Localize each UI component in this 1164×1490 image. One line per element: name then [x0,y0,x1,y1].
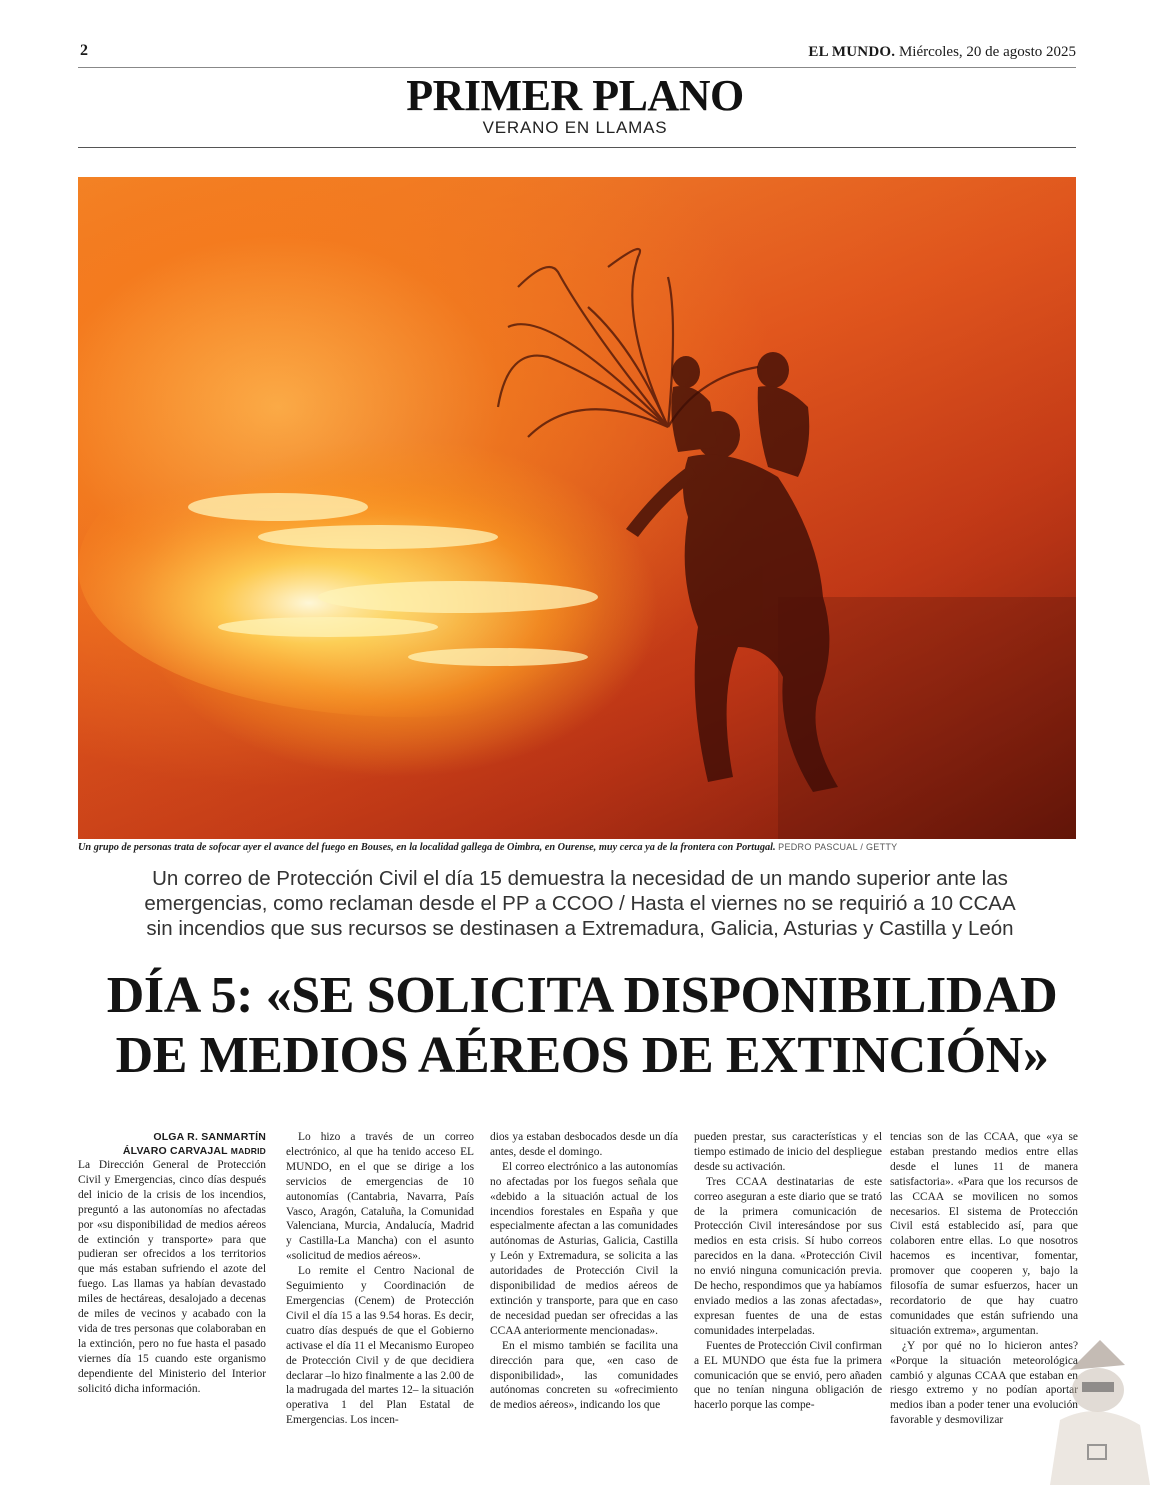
article-paragraph: pueden prestar, sus características y el tiempo estimado de inicio del despliegue desde su activación. [694,1131,882,1173]
photo-caption [78,842,1078,853]
byline-city: MADRID [230,1146,266,1156]
newspaper-folio [808,44,1076,61]
article-paragraph: En el mismo también se facilita una dirección para que, «en caso de disponibilidad», las comunidades autónomas concreten su «ofrecimiento de medios aéreos», indicando los que [490,1339,678,1412]
page-number: 2 [80,42,88,59]
byline-author: OLGA R. SANMARTÍN [153,1131,266,1143]
standfirst-line: emergencias, como reclaman desde el PP a CCOO / Hasta el viernes no se requirió a 10 CCAA [144,892,1016,915]
article-paragraph: Fuentes de Protección Civil confirman a EL MUNDO que ésta fue la primera comunicación que se envió, pero añaden que no tenían ninguna obligación de hacerlo porque las compe- [694,1339,882,1412]
article-paragraph: ¿Y por qué no lo hicieron antes? «Porque la situación meteorológica cambió y algunas CCAA que estaban en riesgo extremo y no podían aportar medios iban a poder tener una evolución favorable y desmovilizar [890,1339,1078,1427]
article-paragraph: Tres CCAA destinatarias de este correo aseguran a este diario que se trató de la primera comunicación de Protección Civil interesándose por sus medios en esta crisis. Sí hubo correos parecidos en la dana. «Protección Civil no envió ninguna comunicación previa. De hecho, respondimos que ya habíamos enviado medios a las zonas afectadas», expresan fuentes de una de estas comunidades interpeladas. [694,1175,882,1337]
article-column-4 [694,1130,882,1413]
article-paragraph: Lo remite el Centro Nacional de Seguimiento y Coordinación de Emergencias (Cenem) de Protección Civil el día 15 a las 9.54 horas. Es decir, cuatro días después de que el Gobierno activase el día 11 el Mecanismo Europeo de Protección Civil y de que decidiera declarar –lo hizo finalmente a las 2.00 de la madrugada del martes 12– la situación operativa 1 del Plan Estatal de Emergencias. Los incen- [286,1265,474,1427]
article-paragraph: El correo electrónico a las autonomías no afectadas por los fuegos señala que «debido a la situación actual de los incendios forestales en España y que especialmente afectan a las comunidades autónomas de Asturias, Galicia, Castilla y León y Extremadura, se solicita a las autoridades de Protección Civil la disponibilidad de medios aéreos de extinción y transporte, para que en caso de necesidad puedan ser ofrecidas a las CCAA anteriormente mencionadas». [490,1160,678,1337]
byline-author: ÁLVARO CARVAJAL [122,1145,228,1157]
article-paragraph: tencias son de las CCAA, que «ya se estaban prestando medios entre ellas desde el lunes 11 de manera satisfactoria». «Para que los recursos de las CCAA se movilicen no somos necesarios. El sistema de Protección Civil está establecido así, para que colaboren entre ellas. Lo que nosotros hacemos es incentivar, fomentar, promover que cooperen y, bajo la filosofía de sumar esfuerzos, hacer un recordatorio de que hay cuatro comunidades que están sufriendo una situación extrema», argumentan. [890,1131,1078,1337]
article-paragraph: Lo hizo a través de un correo electrónico, al que ha tenido acceso EL MUNDO, en el que se dirige a los servicios de emergencias de 10 autonomías (Cantabria, Navarra, País Vasco, Aragón, Cataluña, la Comunidad Valenciana, Murcia, Andalucía, Madrid y Castilla-La Mancha) con el asunto «solicitud de medios aéreos». [286,1131,474,1263]
watermark-figure-icon [1030,1330,1164,1485]
standfirst-line: sin incendios que sus recursos se destinasen a Extremadura, Galicia, Asturias y Castilla y León [146,917,1014,940]
headline [60,966,1104,1086]
article-paragraph: La Dirección General de Protección Civil y Emergencias, cinco días después del inicio de la crisis de los incendios, preguntó a las autonomías no afectadas por «su disponibilidad de medios aéreos de extinción y transporte» para que pudieran ser ofrecidos a los territorios que más estaban sufriendo el azote del fuego. Las llamas ya habían devastado miles de hectáreas, desalojado a decenas de miles de vecinos y acabado con la vida de tres personas que colaboraban en la extinción, pero no fue hasta el pasado viernes día 15 cuando este organismo dependiente del Ministerio del Interior solicitó dicha información. [78,1159,266,1395]
section-subtitle: VERANO EN LLAMAS [482,118,668,137]
photo-credit: PEDRO PASCUAL / GETTY [778,842,898,852]
newspaper-brand: EL MUNDO. [808,44,896,60]
article-column-2 [286,1130,474,1428]
fire-photo [78,177,1076,839]
article-column-1 [78,1130,266,1397]
fire-photo-illustration [78,177,1076,839]
standfirst-line: Un correo de Protección Civil el día 15 demuestra la necesidad de un mando superior ante las [152,867,1008,890]
headline-line: DÍA 5: «SE SOLICITA DISPONIBILIDAD [106,967,1058,1024]
header-rule [78,67,1076,68]
byline [78,1130,266,1158]
section-rule [78,147,1076,148]
article-paragraph: dios ya estaban desbocados desde un día antes, desde el domingo. [490,1131,678,1158]
headline-line: DE MEDIOS AÉREOS DE EXTINCIÓN» [115,1027,1049,1084]
photo-caption-text: Un grupo de personas trata de sofocar ayer el avance del fuego en Bouses, en la localidad gallega de Oimbra, en Ourense, muy cerca ya de la frontera con Portugal. [78,842,776,853]
standfirst [110,866,1050,941]
section-title: PRIMER PLANO [406,71,744,120]
issue-date: Miércoles, 20 de agosto 2025 [898,44,1076,60]
article-column-3 [490,1130,678,1413]
